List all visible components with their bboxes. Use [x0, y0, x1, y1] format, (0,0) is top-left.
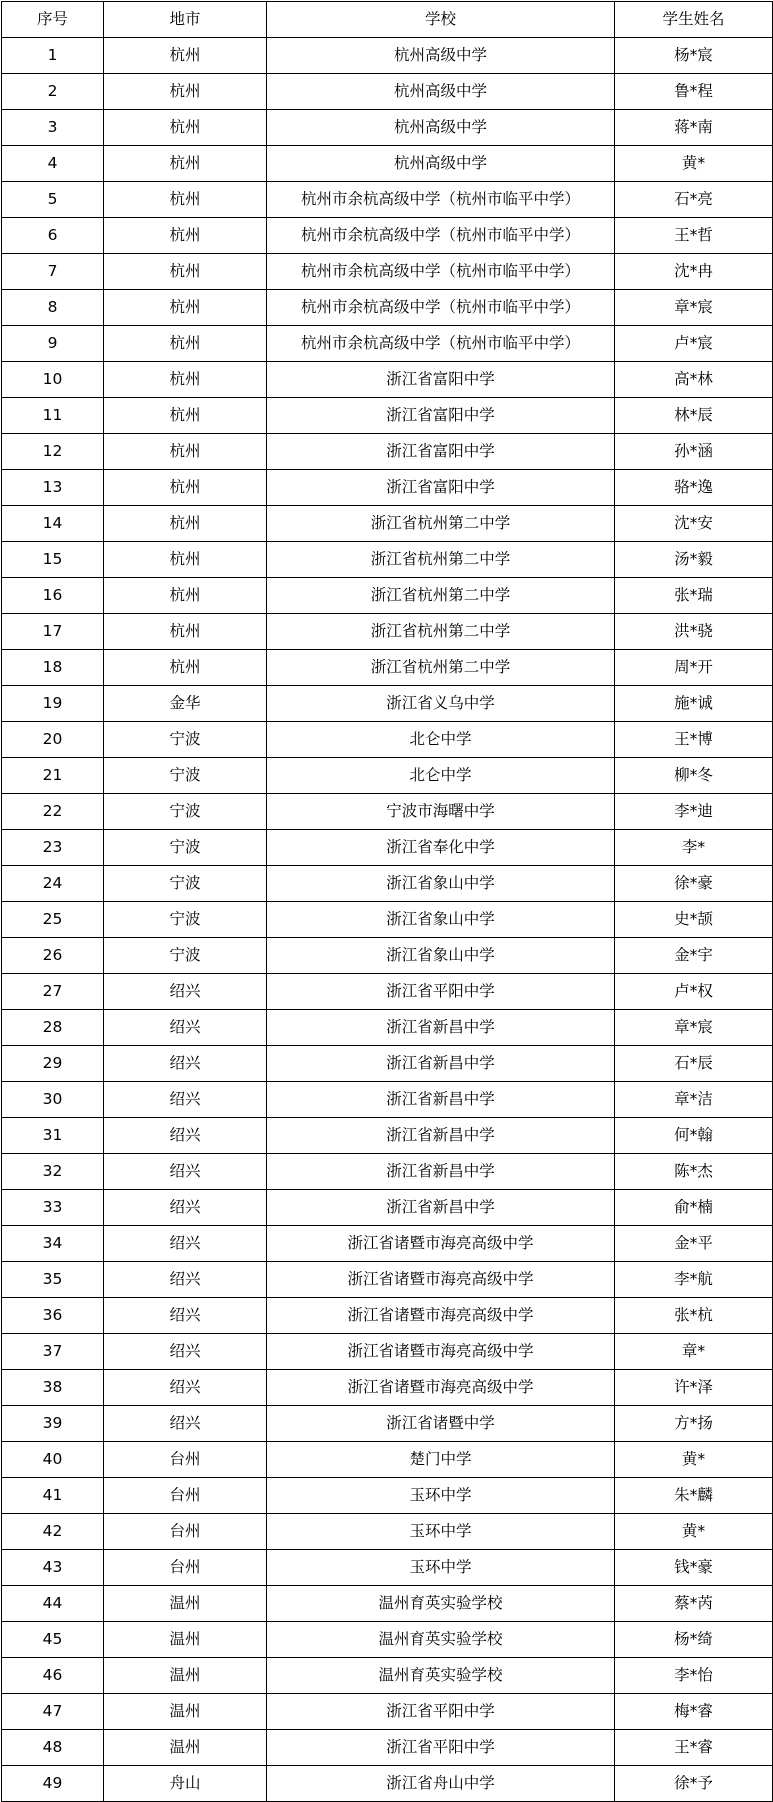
table-row [2, 1694, 773, 1730]
cell-serial-number: 2 [2, 74, 104, 110]
cell-student-name: 黄* [615, 1442, 773, 1478]
cell-school: 浙江省新昌中学 [267, 1082, 615, 1118]
cell-student-name: 黄* [615, 1514, 773, 1550]
table-row [2, 1550, 773, 1586]
cell-student-name: 沈*安 [615, 506, 773, 542]
cell-student-name: 许*泽 [615, 1370, 773, 1406]
table-row [2, 1298, 773, 1334]
table-row [2, 1406, 773, 1442]
table-row [2, 218, 773, 254]
table-row [2, 146, 773, 182]
table-row [2, 578, 773, 614]
cell-school: 浙江省象山中学 [267, 938, 615, 974]
header-row [2, 2, 773, 38]
cell-serial-number: 39 [2, 1406, 104, 1442]
cell-city: 温州 [104, 1586, 267, 1622]
cell-serial-number: 22 [2, 794, 104, 830]
cell-student-name: 俞*楠 [615, 1190, 773, 1226]
table-row [2, 38, 773, 74]
cell-school: 浙江省诸暨中学 [267, 1406, 615, 1442]
cell-serial-number: 43 [2, 1550, 104, 1586]
cell-serial-number: 37 [2, 1334, 104, 1370]
cell-serial-number: 15 [2, 542, 104, 578]
cell-student-name: 王*博 [615, 722, 773, 758]
cell-student-name: 李*迪 [615, 794, 773, 830]
cell-student-name: 章* [615, 1334, 773, 1370]
cell-city: 绍兴 [104, 1010, 267, 1046]
table-row [2, 614, 773, 650]
table-row [2, 1442, 773, 1478]
cell-school: 浙江省象山中学 [267, 902, 615, 938]
cell-school: 浙江省平阳中学 [267, 1694, 615, 1730]
cell-student-name: 李* [615, 830, 773, 866]
cell-student-name: 石*辰 [615, 1046, 773, 1082]
table-row [2, 758, 773, 794]
cell-serial-number: 28 [2, 1010, 104, 1046]
cell-school: 浙江省杭州第二中学 [267, 614, 615, 650]
cell-serial-number: 29 [2, 1046, 104, 1082]
cell-serial-number: 26 [2, 938, 104, 974]
cell-serial-number: 17 [2, 614, 104, 650]
table-row [2, 1478, 773, 1514]
cell-city: 杭州 [104, 542, 267, 578]
cell-school: 浙江省诸暨市海亮高级中学 [267, 1334, 615, 1370]
cell-school: 浙江省富阳中学 [267, 362, 615, 398]
table-header [2, 2, 773, 38]
cell-school: 杭州市余杭高级中学（杭州市临平中学） [267, 326, 615, 362]
cell-serial-number: 48 [2, 1730, 104, 1766]
cell-serial-number: 40 [2, 1442, 104, 1478]
table-row [2, 1514, 773, 1550]
cell-student-name: 何*翰 [615, 1118, 773, 1154]
cell-serial-number: 14 [2, 506, 104, 542]
table-row [2, 1118, 773, 1154]
cell-city: 杭州 [104, 398, 267, 434]
cell-school: 杭州市余杭高级中学（杭州市临平中学） [267, 290, 615, 326]
cell-student-name: 卢*权 [615, 974, 773, 1010]
cell-serial-number: 20 [2, 722, 104, 758]
cell-city: 宁波 [104, 902, 267, 938]
cell-student-name: 林*辰 [615, 398, 773, 434]
cell-school: 浙江省新昌中学 [267, 1046, 615, 1082]
cell-student-name: 朱*麟 [615, 1478, 773, 1514]
cell-city: 杭州 [104, 110, 267, 146]
cell-school: 北仑中学 [267, 758, 615, 794]
cell-serial-number: 13 [2, 470, 104, 506]
cell-school: 浙江省新昌中学 [267, 1010, 615, 1046]
cell-city: 绍兴 [104, 1334, 267, 1370]
cell-school: 浙江省富阳中学 [267, 434, 615, 470]
cell-serial-number: 5 [2, 182, 104, 218]
cell-serial-number: 3 [2, 110, 104, 146]
cell-student-name: 张*杭 [615, 1298, 773, 1334]
cell-student-name: 黄* [615, 146, 773, 182]
table-row [2, 326, 773, 362]
table-row [2, 362, 773, 398]
cell-city: 金华 [104, 686, 267, 722]
cell-student-name: 金*平 [615, 1226, 773, 1262]
cell-student-name: 杨*绮 [615, 1622, 773, 1658]
cell-student-name: 王*睿 [615, 1730, 773, 1766]
cell-city: 宁波 [104, 722, 267, 758]
cell-school: 浙江省新昌中学 [267, 1190, 615, 1226]
cell-city: 绍兴 [104, 1118, 267, 1154]
cell-city: 杭州 [104, 74, 267, 110]
cell-serial-number: 30 [2, 1082, 104, 1118]
cell-student-name: 方*扬 [615, 1406, 773, 1442]
cell-serial-number: 36 [2, 1298, 104, 1334]
cell-serial-number: 45 [2, 1622, 104, 1658]
cell-serial-number: 24 [2, 866, 104, 902]
cell-school: 浙江省舟山中学 [267, 1766, 615, 1802]
cell-school: 杭州高级中学 [267, 38, 615, 74]
cell-student-name: 金*宇 [615, 938, 773, 974]
table-row [2, 1082, 773, 1118]
table-row [2, 254, 773, 290]
cell-student-name: 徐*予 [615, 1766, 773, 1802]
table-row [2, 866, 773, 902]
cell-serial-number: 19 [2, 686, 104, 722]
table-row [2, 434, 773, 470]
cell-student-name: 石*亮 [615, 182, 773, 218]
cell-city: 台州 [104, 1550, 267, 1586]
cell-student-name: 鲁*程 [615, 74, 773, 110]
cell-serial-number: 25 [2, 902, 104, 938]
cell-school: 浙江省杭州第二中学 [267, 542, 615, 578]
cell-school: 温州育英实验学校 [267, 1658, 615, 1694]
cell-city: 杭州 [104, 290, 267, 326]
table-row [2, 110, 773, 146]
table-row [2, 722, 773, 758]
cell-student-name: 蔡*芮 [615, 1586, 773, 1622]
table-row [2, 542, 773, 578]
cell-city: 杭州 [104, 506, 267, 542]
cell-serial-number: 11 [2, 398, 104, 434]
cell-city: 宁波 [104, 794, 267, 830]
cell-school: 浙江省诸暨市海亮高级中学 [267, 1262, 615, 1298]
cell-student-name: 陈*杰 [615, 1154, 773, 1190]
cell-school: 杭州高级中学 [267, 74, 615, 110]
cell-school: 浙江省新昌中学 [267, 1154, 615, 1190]
header-city: 地市 [104, 2, 267, 38]
cell-city: 温州 [104, 1694, 267, 1730]
cell-school: 楚门中学 [267, 1442, 615, 1478]
cell-school: 玉环中学 [267, 1550, 615, 1586]
table-row [2, 1766, 773, 1802]
cell-serial-number: 18 [2, 650, 104, 686]
cell-serial-number: 21 [2, 758, 104, 794]
cell-student-name: 章*宸 [615, 1010, 773, 1046]
cell-city: 杭州 [104, 254, 267, 290]
header-school: 学校 [267, 2, 615, 38]
table-row [2, 1586, 773, 1622]
cell-serial-number: 42 [2, 1514, 104, 1550]
cell-city: 杭州 [104, 470, 267, 506]
cell-school: 浙江省杭州第二中学 [267, 650, 615, 686]
cell-serial-number: 9 [2, 326, 104, 362]
cell-serial-number: 44 [2, 1586, 104, 1622]
cell-serial-number: 8 [2, 290, 104, 326]
cell-serial-number: 41 [2, 1478, 104, 1514]
cell-serial-number: 31 [2, 1118, 104, 1154]
cell-serial-number: 47 [2, 1694, 104, 1730]
cell-serial-number: 16 [2, 578, 104, 614]
cell-serial-number: 10 [2, 362, 104, 398]
table-row [2, 794, 773, 830]
cell-city: 杭州 [104, 146, 267, 182]
cell-student-name: 孙*涵 [615, 434, 773, 470]
cell-city: 绍兴 [104, 1262, 267, 1298]
student-roster-table [1, 1, 773, 1802]
cell-school: 浙江省富阳中学 [267, 398, 615, 434]
header-student-name: 学生姓名 [615, 2, 773, 38]
cell-student-name: 高*林 [615, 362, 773, 398]
table-row [2, 1730, 773, 1766]
table-row [2, 1154, 773, 1190]
table-row [2, 938, 773, 974]
cell-city: 杭州 [104, 650, 267, 686]
cell-city: 杭州 [104, 182, 267, 218]
cell-student-name: 李*航 [615, 1262, 773, 1298]
cell-city: 温州 [104, 1730, 267, 1766]
cell-student-name: 施*诚 [615, 686, 773, 722]
cell-city: 台州 [104, 1478, 267, 1514]
cell-student-name: 章*宸 [615, 290, 773, 326]
cell-serial-number: 23 [2, 830, 104, 866]
cell-school: 温州育英实验学校 [267, 1586, 615, 1622]
cell-serial-number: 46 [2, 1658, 104, 1694]
cell-school: 杭州市余杭高级中学（杭州市临平中学） [267, 218, 615, 254]
cell-city: 宁波 [104, 758, 267, 794]
table-row [2, 1046, 773, 1082]
cell-city: 杭州 [104, 578, 267, 614]
cell-student-name: 章*洁 [615, 1082, 773, 1118]
table-row [2, 290, 773, 326]
cell-city: 宁波 [104, 938, 267, 974]
cell-student-name: 沈*冉 [615, 254, 773, 290]
cell-city: 绍兴 [104, 974, 267, 1010]
cell-school: 杭州市余杭高级中学（杭州市临平中学） [267, 182, 615, 218]
cell-city: 温州 [104, 1658, 267, 1694]
cell-city: 绍兴 [104, 1082, 267, 1118]
cell-serial-number: 49 [2, 1766, 104, 1802]
table-row [2, 1370, 773, 1406]
cell-student-name: 梅*睿 [615, 1694, 773, 1730]
cell-city: 绍兴 [104, 1190, 267, 1226]
cell-student-name: 柳*冬 [615, 758, 773, 794]
table-row [2, 1010, 773, 1046]
table-row [2, 506, 773, 542]
cell-city: 杭州 [104, 326, 267, 362]
table-row [2, 650, 773, 686]
cell-city: 杭州 [104, 434, 267, 470]
cell-student-name: 史*颉 [615, 902, 773, 938]
cell-city: 宁波 [104, 830, 267, 866]
cell-school: 玉环中学 [267, 1514, 615, 1550]
cell-school: 玉环中学 [267, 1478, 615, 1514]
cell-student-name: 张*瑞 [615, 578, 773, 614]
table-row [2, 1190, 773, 1226]
cell-student-name: 卢*宸 [615, 326, 773, 362]
table-row [2, 1262, 773, 1298]
cell-city: 舟山 [104, 1766, 267, 1802]
table-row [2, 1226, 773, 1262]
cell-school: 杭州高级中学 [267, 110, 615, 146]
table-row [2, 398, 773, 434]
cell-city: 杭州 [104, 38, 267, 74]
cell-school: 浙江省杭州第二中学 [267, 578, 615, 614]
cell-school: 浙江省诸暨市海亮高级中学 [267, 1226, 615, 1262]
cell-student-name: 杨*宸 [615, 38, 773, 74]
cell-school: 浙江省象山中学 [267, 866, 615, 902]
table-row [2, 1658, 773, 1694]
table-row [2, 470, 773, 506]
cell-school: 浙江省新昌中学 [267, 1118, 615, 1154]
cell-city: 台州 [104, 1442, 267, 1478]
cell-school: 浙江省奉化中学 [267, 830, 615, 866]
cell-school: 浙江省诸暨市海亮高级中学 [267, 1370, 615, 1406]
cell-city: 绍兴 [104, 1046, 267, 1082]
cell-school: 北仑中学 [267, 722, 615, 758]
cell-school: 浙江省平阳中学 [267, 974, 615, 1010]
cell-city: 温州 [104, 1622, 267, 1658]
cell-student-name: 洪*骁 [615, 614, 773, 650]
cell-school: 浙江省诸暨市海亮高级中学 [267, 1298, 615, 1334]
cell-serial-number: 12 [2, 434, 104, 470]
table-row [2, 182, 773, 218]
cell-student-name: 徐*豪 [615, 866, 773, 902]
cell-student-name: 汤*毅 [615, 542, 773, 578]
cell-city: 杭州 [104, 362, 267, 398]
table-row [2, 74, 773, 110]
cell-student-name: 李*怡 [615, 1658, 773, 1694]
cell-student-name: 骆*逸 [615, 470, 773, 506]
cell-student-name: 蒋*南 [615, 110, 773, 146]
table-row [2, 1622, 773, 1658]
cell-city: 绍兴 [104, 1154, 267, 1190]
cell-serial-number: 7 [2, 254, 104, 290]
cell-serial-number: 1 [2, 38, 104, 74]
cell-serial-number: 34 [2, 1226, 104, 1262]
cell-city: 宁波 [104, 866, 267, 902]
cell-city: 杭州 [104, 218, 267, 254]
cell-student-name: 钱*豪 [615, 1550, 773, 1586]
header-serial-number: 序号 [2, 2, 104, 38]
cell-school: 浙江省富阳中学 [267, 470, 615, 506]
cell-school: 温州育英实验学校 [267, 1622, 615, 1658]
cell-school: 浙江省杭州第二中学 [267, 506, 615, 542]
table-body [2, 38, 773, 1802]
cell-serial-number: 33 [2, 1190, 104, 1226]
cell-city: 绍兴 [104, 1298, 267, 1334]
table-row [2, 830, 773, 866]
cell-serial-number: 27 [2, 974, 104, 1010]
table-row [2, 902, 773, 938]
cell-student-name: 周*开 [615, 650, 773, 686]
cell-school: 宁波市海曙中学 [267, 794, 615, 830]
table-row [2, 686, 773, 722]
cell-city: 绍兴 [104, 1226, 267, 1262]
cell-school: 浙江省平阳中学 [267, 1730, 615, 1766]
cell-student-name: 王*哲 [615, 218, 773, 254]
cell-serial-number: 35 [2, 1262, 104, 1298]
cell-school: 浙江省义乌中学 [267, 686, 615, 722]
cell-serial-number: 6 [2, 218, 104, 254]
cell-city: 绍兴 [104, 1406, 267, 1442]
cell-school: 杭州高级中学 [267, 146, 615, 182]
cell-city: 绍兴 [104, 1370, 267, 1406]
cell-serial-number: 4 [2, 146, 104, 182]
cell-serial-number: 38 [2, 1370, 104, 1406]
cell-city: 台州 [104, 1514, 267, 1550]
table-row [2, 974, 773, 1010]
table-row [2, 1334, 773, 1370]
cell-school: 杭州市余杭高级中学（杭州市临平中学） [267, 254, 615, 290]
cell-serial-number: 32 [2, 1154, 104, 1190]
cell-city: 杭州 [104, 614, 267, 650]
